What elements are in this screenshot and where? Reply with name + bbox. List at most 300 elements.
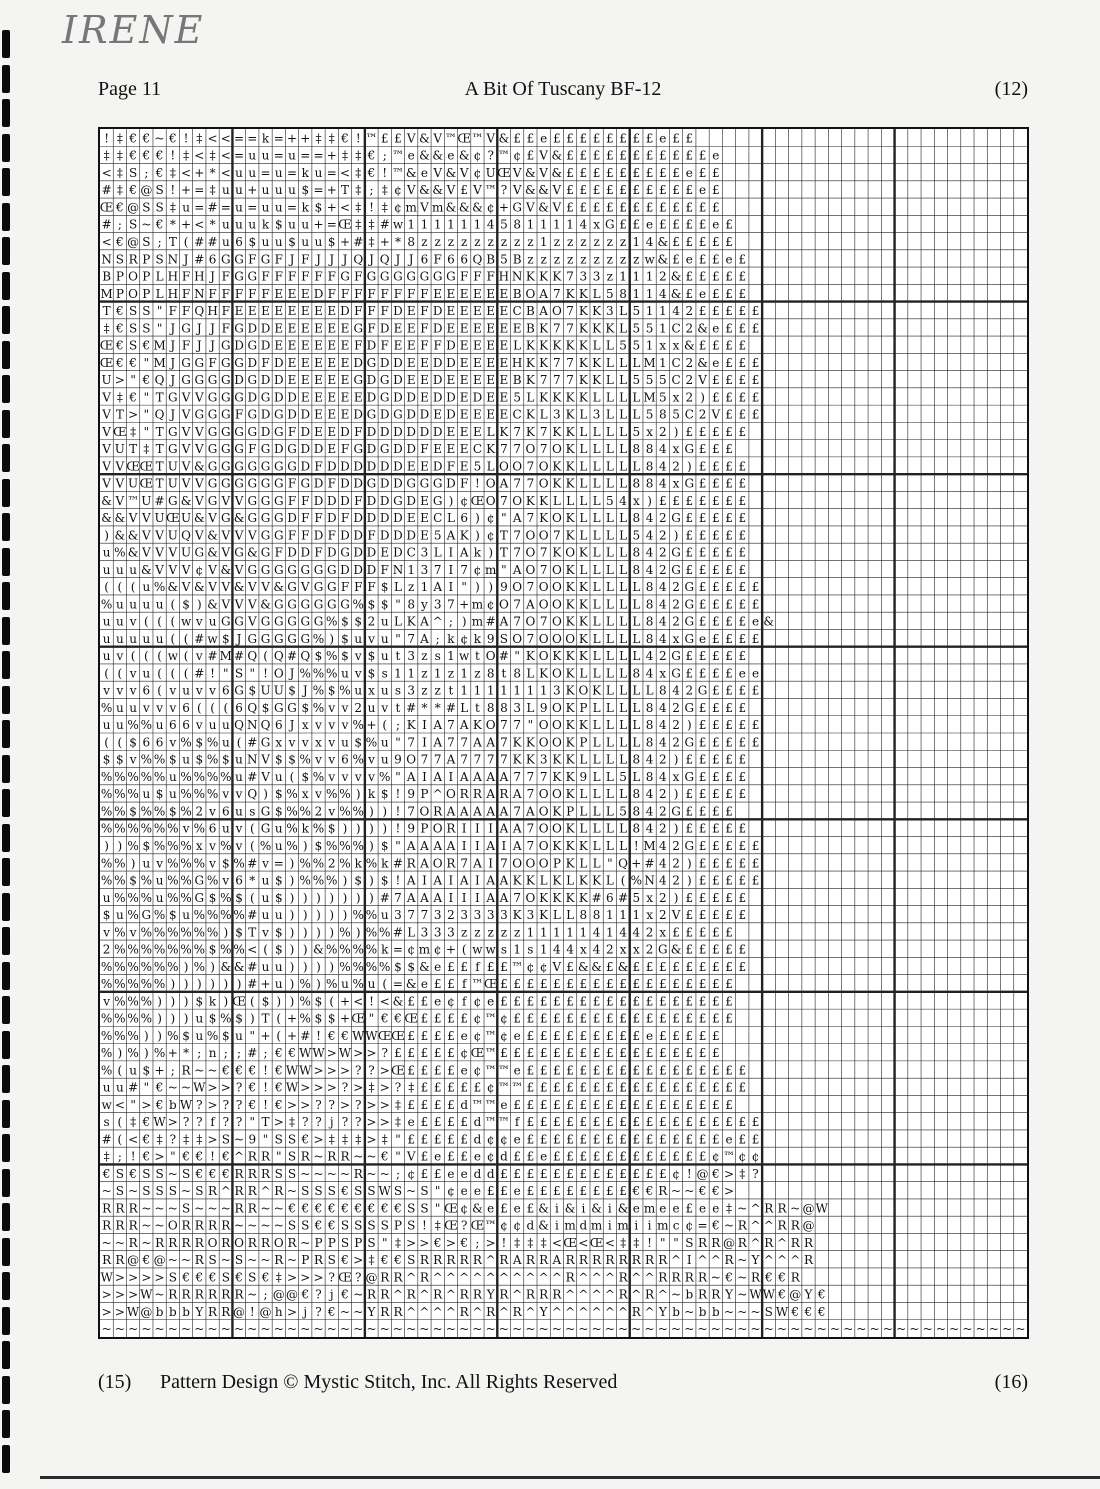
stitch-symbol: S <box>115 1184 124 1199</box>
stitch-symbol: $ <box>274 942 283 957</box>
stitch-symbol: K <box>552 476 562 491</box>
binding-hole <box>2 755 10 783</box>
stitch-symbol: O <box>512 631 523 646</box>
stitch-symbol: £ <box>711 821 720 836</box>
stitch-symbol: G <box>406 269 417 284</box>
stitch-symbol: G <box>340 545 350 560</box>
stitch-symbol: V <box>406 1149 416 1164</box>
stitch-symbol: O <box>167 1218 178 1233</box>
stitch-symbol: w <box>472 942 483 957</box>
stitch-symbol: u <box>115 614 124 629</box>
stitch-symbol: K <box>539 321 549 336</box>
stitch-symbol: d <box>473 1115 482 1130</box>
stitch-symbol: £ <box>738 286 747 301</box>
stitch-symbol: u <box>314 235 323 250</box>
stitch-symbol: K <box>552 459 562 474</box>
stitch-symbol: K <box>552 338 562 353</box>
stitch-symbol: Y <box>195 1304 204 1319</box>
stitch-symbol: 7 <box>566 269 574 284</box>
stitch-symbol: % <box>339 856 351 871</box>
stitch-symbol: ( <box>382 977 388 992</box>
stitch-symbol: Œ <box>497 165 511 180</box>
stitch-symbol: $ <box>380 597 389 612</box>
stitch-symbol: " <box>276 1149 282 1164</box>
stitch-symbol: £ <box>579 1046 588 1061</box>
stitch-symbol: v <box>381 700 389 715</box>
stitch-symbol: D <box>379 321 390 336</box>
stitch-symbol: Œ <box>126 459 140 474</box>
stitch-symbol: $ <box>341 649 349 664</box>
stitch-symbol: O <box>525 442 536 457</box>
stitch-symbol: £ <box>711 718 720 733</box>
stitch-symbol: % <box>206 769 219 784</box>
stitch-symbol: v <box>129 752 137 767</box>
stitch-symbol: £ <box>420 1028 429 1043</box>
stitch-symbol: £ <box>685 1132 694 1147</box>
stitch-symbol: G <box>684 700 695 715</box>
stitch-symbol: 7 <box>513 614 521 629</box>
stitch-symbol: ~ <box>737 1253 748 1268</box>
stitch-symbol: J <box>170 355 176 370</box>
stitch-symbol: 2 <box>659 821 667 836</box>
stitch-symbol: ¢ <box>447 994 455 1009</box>
stitch-symbol: = <box>392 977 403 992</box>
stitch-symbol: z <box>434 683 441 698</box>
stitch-symbol: % <box>153 977 166 992</box>
binding-hole <box>2 375 10 403</box>
stitch-symbol: 5 <box>619 769 627 784</box>
stitch-symbol: £ <box>539 1115 548 1130</box>
stitch-symbol: F <box>354 580 363 595</box>
stitch-symbol: % <box>167 839 179 854</box>
stitch-symbol: A <box>433 580 443 595</box>
stitch-symbol: ~ <box>737 1287 748 1302</box>
stitch-symbol: £ <box>738 787 747 802</box>
stitch-symbol: + <box>366 718 377 733</box>
stitch-symbol: = <box>273 148 284 163</box>
stitch-symbol: L <box>619 321 628 336</box>
stitch-symbol: > <box>379 1115 390 1130</box>
stitch-symbol: # <box>247 769 258 784</box>
stitch-symbol: 9 <box>407 821 416 836</box>
stitch-symbol: K <box>565 390 575 405</box>
stitch-symbol: £ <box>460 1132 468 1147</box>
stitch-symbol: G <box>207 476 218 491</box>
stitch-symbol: D <box>419 407 430 422</box>
stitch-symbol: ~ <box>737 1201 748 1216</box>
stitch-symbol: R <box>194 1253 204 1268</box>
stitch-symbol: R <box>234 1201 244 1216</box>
stitch-symbol: > <box>419 1235 430 1250</box>
stitch-symbol: £ <box>738 424 747 439</box>
stitch-symbol: £ <box>592 1184 601 1199</box>
stitch-symbol: 6 <box>182 700 190 715</box>
stitch-symbol: £ <box>725 235 733 250</box>
stitch-symbol: E <box>327 407 337 422</box>
stitch-symbol: ! <box>170 148 176 163</box>
stitch-symbol: K <box>578 304 588 319</box>
stitch-symbol: 8 <box>645 580 654 595</box>
stitch-symbol: z <box>447 235 455 250</box>
stitch-symbol: x <box>646 424 653 439</box>
stitch-symbol: £ <box>698 511 707 526</box>
stitch-symbol: 4 <box>645 562 654 577</box>
stitch-symbol: j <box>329 1287 334 1302</box>
stitch-symbol: G <box>247 338 258 353</box>
stitch-symbol: ) <box>236 977 242 992</box>
stitch-symbol: # <box>101 217 112 232</box>
stitch-symbol: 7 <box>513 804 521 819</box>
stitch-symbol: D <box>300 407 311 422</box>
stitch-symbol: u <box>235 804 243 819</box>
stitch-symbol: A <box>512 821 522 836</box>
stitch-symbol: £ <box>433 1063 442 1078</box>
stitch-symbol: + <box>181 183 192 198</box>
stitch-symbol: D <box>393 304 403 319</box>
stitch-symbol: ) <box>302 890 308 905</box>
stitch-symbol: P <box>552 856 561 871</box>
stitch-symbol: ~ <box>353 1322 364 1337</box>
stitch-symbol: 4 <box>659 735 667 750</box>
stitch-symbol: 7 <box>513 890 521 905</box>
stitch-symbol: ‡ <box>103 1149 110 1164</box>
stitch-symbol: # <box>247 735 258 750</box>
stitch-symbol: % <box>352 718 364 733</box>
stitch-symbol: P <box>566 804 575 819</box>
stitch-symbol: % <box>193 769 206 784</box>
stitch-symbol: A <box>512 562 522 577</box>
stitch-symbol: L <box>619 631 628 646</box>
stitch-symbol: ‡ <box>341 148 348 163</box>
stitch-symbol: u <box>380 614 389 629</box>
stitch-symbol: £ <box>672 1149 680 1164</box>
stitch-symbol: % <box>140 804 153 819</box>
stitch-symbol: z <box>447 666 455 681</box>
stitch-symbol: £ <box>738 493 747 508</box>
stitch-symbol: ) <box>686 459 692 474</box>
stitch-symbol: 2 <box>672 459 680 474</box>
stitch-symbol: T <box>155 442 164 457</box>
stitch-symbol: R <box>645 1253 655 1268</box>
stitch-symbol: % <box>153 580 166 595</box>
stitch-symbol: £ <box>460 1115 468 1130</box>
stitch-symbol: 4 <box>659 856 667 871</box>
stitch-symbol: $ <box>169 804 177 819</box>
stitch-symbol: O <box>538 735 549 750</box>
stitch-symbol: ~ <box>181 1322 192 1337</box>
stitch-symbol: h <box>274 1304 283 1319</box>
stitch-symbol: $ <box>314 994 323 1009</box>
stitch-symbol: $ <box>380 580 389 595</box>
stitch-symbol: 6 <box>420 252 429 267</box>
stitch-symbol: = <box>247 131 258 146</box>
stitch-symbol: 7 <box>539 562 548 577</box>
stitch-symbol: 4 <box>566 942 574 957</box>
stitch-symbol: 5 <box>632 321 641 336</box>
stitch-symbol: £ <box>592 131 601 146</box>
stitch-symbol: £ <box>698 649 707 664</box>
stitch-symbol: £ <box>685 890 694 905</box>
stitch-symbol: 3 <box>579 269 588 284</box>
stitch-symbol: L <box>486 459 495 474</box>
stitch-symbol: & <box>220 562 232 577</box>
stitch-symbol: ? <box>752 1166 759 1181</box>
stitch-symbol: D <box>326 511 337 526</box>
stitch-symbol: e <box>434 959 442 974</box>
stitch-symbol: A <box>486 804 496 819</box>
stitch-symbol: @ <box>140 183 153 198</box>
stitch-symbol: ‡ <box>275 1270 282 1285</box>
stitch-symbol: s <box>394 683 402 698</box>
stitch-symbol: u <box>380 649 389 664</box>
stitch-symbol: i <box>554 1201 559 1216</box>
stitch-symbol: & <box>233 959 245 974</box>
stitch-symbol: E <box>486 373 496 388</box>
stitch-symbol: ! <box>422 1218 427 1233</box>
stitch-symbol: 2 <box>685 304 694 319</box>
stitch-symbol: L <box>605 390 614 405</box>
stitch-symbol: £ <box>711 1028 720 1043</box>
stitch-symbol: ~ <box>247 1218 258 1233</box>
stitch-symbol: R <box>247 1235 257 1250</box>
stitch-symbol: % <box>299 856 311 871</box>
stitch-symbol: # <box>207 235 218 250</box>
stitch-symbol: ™ <box>497 1115 510 1130</box>
stitch-symbol: $ <box>354 735 363 750</box>
binding-hole <box>2 927 10 955</box>
stitch-symbol: ^ <box>260 1184 271 1199</box>
stitch-symbol: ( <box>157 614 162 629</box>
stitch-symbol: ) <box>673 787 679 802</box>
stitch-symbol: G <box>247 631 258 646</box>
stitch-symbol: E <box>459 390 469 405</box>
stitch-symbol: £ <box>500 1184 508 1199</box>
stitch-symbol: £ <box>698 442 707 457</box>
stitch-symbol: ~ <box>300 1322 311 1337</box>
stitch-symbol: % <box>326 839 338 854</box>
stitch-symbol: z <box>474 666 481 681</box>
stitch-symbol: D <box>419 424 430 439</box>
stitch-symbol: £ <box>632 183 641 198</box>
stitch-symbol: 9 <box>500 580 508 595</box>
stitch-symbol: & <box>445 165 457 180</box>
stitch-symbol: ¢ <box>195 562 204 577</box>
stitch-symbol: " <box>395 769 401 784</box>
stitch-symbol: E <box>473 373 482 388</box>
stitch-symbol: F <box>314 545 323 560</box>
stitch-symbol: % <box>180 769 192 784</box>
stitch-symbol: £ <box>619 977 627 992</box>
stitch-symbol: % <box>114 821 126 836</box>
stitch-symbol: D <box>393 373 403 388</box>
stitch-symbol: € <box>341 131 349 146</box>
stitch-symbol: 6 <box>142 683 151 698</box>
stitch-symbol: 7 <box>553 355 561 370</box>
stitch-symbol: x <box>315 735 322 750</box>
stitch-symbol: € <box>711 1184 720 1199</box>
stitch-symbol: R <box>128 1201 138 1216</box>
stitch-symbol: R <box>168 1235 178 1250</box>
stitch-symbol: " <box>395 1132 401 1147</box>
stitch-symbol: > <box>286 1270 298 1285</box>
stitch-symbol: £ <box>711 165 720 180</box>
stitch-symbol: K <box>605 321 615 336</box>
stitch-symbol: F <box>354 424 363 439</box>
stitch-symbol: R <box>340 1149 350 1164</box>
stitch-symbol: E <box>446 424 456 439</box>
stitch-symbol: & <box>538 200 549 215</box>
stitch-symbol: D <box>340 562 350 577</box>
stitch-symbol: ? <box>222 1115 230 1130</box>
stitch-symbol: 3 <box>447 925 455 940</box>
stitch-symbol: E <box>473 338 482 353</box>
stitch-symbol: < <box>247 942 258 957</box>
stitch-symbol: S <box>155 1166 164 1181</box>
stitch-symbol: L <box>460 700 469 715</box>
stitch-symbol: L <box>605 459 614 474</box>
stitch-symbol: £ <box>500 977 508 992</box>
stitch-symbol: R <box>221 1235 231 1250</box>
stitch-symbol: e <box>434 994 442 1009</box>
stitch-symbol: G <box>273 631 284 646</box>
stitch-symbol: u <box>248 148 257 163</box>
stitch-symbol: L <box>579 442 588 457</box>
stitch-symbol: K <box>578 390 588 405</box>
stitch-symbol: K <box>459 528 469 543</box>
stitch-symbol: A <box>406 839 416 854</box>
stitch-symbol: £ <box>526 1184 535 1199</box>
stitch-symbol: 5 <box>632 338 641 353</box>
stitch-symbol: C <box>433 511 443 526</box>
stitch-symbol: ~ <box>856 1322 867 1337</box>
stitch-symbol: A <box>499 873 509 888</box>
stitch-symbol: D <box>379 528 390 543</box>
stitch-symbol: 8 <box>632 787 641 802</box>
stitch-symbol: & <box>591 959 602 974</box>
stitch-symbol: ) <box>144 1028 149 1043</box>
stitch-symbol: £ <box>500 959 508 974</box>
stitch-symbol: A <box>459 873 469 888</box>
stitch-symbol: £ <box>619 183 627 198</box>
stitch-symbol: 6 <box>460 252 468 267</box>
stitch-symbol: x <box>659 338 667 353</box>
stitch-symbol: ‡ <box>527 1235 534 1250</box>
stitch-symbol: ‡ <box>726 1201 733 1216</box>
stitch-symbol: £ <box>619 1028 627 1043</box>
stitch-symbol: # <box>101 1132 112 1147</box>
binding-hole <box>2 1203 10 1231</box>
stitch-symbol: # <box>154 493 165 508</box>
copyright-notice: Pattern Design © Mystic Stitch, Inc. All Rights Reserved <box>160 1371 618 1393</box>
stitch-symbol: I <box>422 735 427 750</box>
stitch-symbol: V <box>142 545 151 560</box>
stitch-symbol: 5 <box>659 373 667 388</box>
stitch-symbol: £ <box>711 873 720 888</box>
stitch-symbol: H <box>498 269 510 284</box>
stitch-symbol: 7 <box>433 752 442 767</box>
stitch-symbol: G <box>234 545 244 560</box>
chart-grid-svg <box>100 129 1027 1337</box>
stitch-symbol: R <box>208 1304 218 1319</box>
stitch-symbol: F <box>367 580 376 595</box>
stitch-symbol: u <box>102 718 111 733</box>
stitch-symbol: K <box>578 597 588 612</box>
page-header <box>98 78 1028 108</box>
stitch-symbol: " <box>395 597 401 612</box>
stitch-symbol: A <box>539 304 548 319</box>
stitch-symbol: ¢ <box>500 1028 508 1043</box>
stitch-symbol: £ <box>725 545 733 560</box>
stitch-symbol: E <box>327 424 337 439</box>
stitch-symbol: ^ <box>750 1201 761 1216</box>
stitch-symbol: k <box>301 821 309 836</box>
stitch-symbol: L <box>579 424 588 439</box>
stitch-symbol: D <box>353 476 364 491</box>
stitch-symbol: G <box>671 649 681 664</box>
stitch-symbol: £ <box>606 1080 614 1095</box>
stitch-symbol: £ <box>725 666 733 681</box>
stitch-symbol: F <box>287 476 297 491</box>
stitch-symbol: £ <box>711 1046 720 1061</box>
stitch-symbol: F <box>181 338 191 353</box>
stitch-symbol: ~ <box>618 1322 629 1337</box>
stitch-symbol: G <box>168 424 178 439</box>
stitch-symbol: R <box>128 252 138 267</box>
stitch-symbol: £ <box>539 1184 548 1199</box>
stitch-symbol: V <box>433 131 443 146</box>
stitch-symbol: £ <box>711 839 720 854</box>
stitch-symbol: £ <box>751 856 760 871</box>
stitch-symbol: F <box>327 476 336 491</box>
stitch-symbol: > <box>300 1270 311 1285</box>
stitch-symbol: € <box>208 1166 217 1181</box>
stitch-symbol: £ <box>698 580 707 595</box>
stitch-symbol: £ <box>685 493 694 508</box>
stitch-symbol: £ <box>526 1115 535 1130</box>
stitch-symbol: £ <box>685 821 694 836</box>
stitch-symbol: V <box>181 424 191 439</box>
stitch-symbol: F <box>274 252 283 267</box>
stitch-symbol: O <box>128 286 139 301</box>
stitch-symbol: > <box>154 1270 165 1285</box>
stitch-symbol: G <box>207 459 218 474</box>
stitch-symbol: G <box>684 735 695 750</box>
stitch-symbol: # <box>392 925 403 940</box>
stitch-symbol: 7 <box>526 769 535 784</box>
stitch-symbol: u <box>274 183 283 198</box>
stitch-symbol: 5 <box>433 528 442 543</box>
stitch-symbol: ™ <box>511 959 524 974</box>
stitch-symbol: $ <box>142 1063 151 1078</box>
stitch-symbol: D <box>446 338 456 353</box>
stitch-symbol: R <box>790 1270 800 1285</box>
stitch-symbol: e <box>460 1184 468 1199</box>
stitch-symbol: $ <box>274 890 283 905</box>
stitch-symbol: L <box>592 631 601 646</box>
stitch-symbol: % <box>100 804 113 819</box>
stitch-symbol: % <box>379 925 391 940</box>
stitch-symbol: £ <box>738 718 747 733</box>
stitch-symbol: ~ <box>220 1253 231 1268</box>
stitch-symbol: € <box>274 1046 283 1061</box>
stitch-symbol: ~ <box>790 1201 801 1216</box>
stitch-symbol: € <box>645 1184 654 1199</box>
stitch-symbol: m <box>471 597 484 612</box>
stitch-symbol: R <box>419 1270 429 1285</box>
stitch-symbol: ) <box>369 890 374 905</box>
stitch-symbol: O <box>551 597 562 612</box>
stitch-symbol: R <box>102 1253 112 1268</box>
